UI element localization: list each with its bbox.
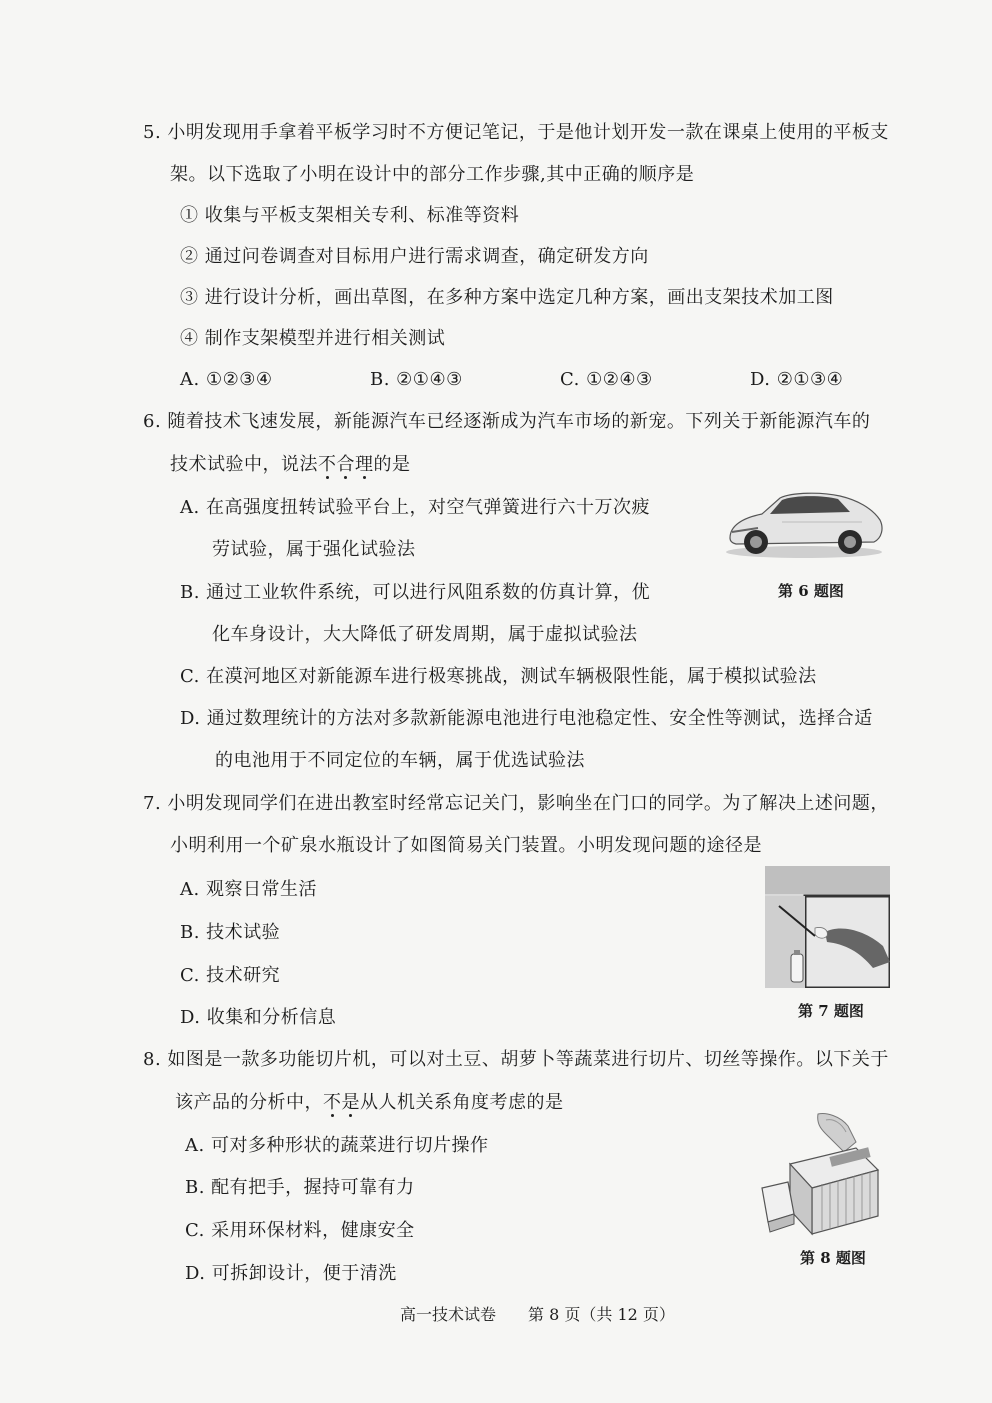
q5-stem-line2: 架。以下选取了小明在设计中的部分工作步骤,其中正确的顺序是	[170, 164, 695, 185]
page-footer: 高一技术试卷 第 8 页（共 12 页）	[400, 1305, 675, 1324]
slicer-figure	[760, 1112, 890, 1237]
q5-step-1: ① 收集与平板支架相关专利、标准等资料	[180, 205, 520, 226]
q5-step-3: ③ 进行设计分析，画出草图，在多种方案中选定几种方案，画出支架技术加工图	[180, 287, 834, 308]
door-closer-figure	[765, 866, 890, 988]
q5-option-d: D. ②①③④	[750, 369, 844, 390]
q7-stem-line2: 小明利用一个矿泉水瓶设计了如图简易关门装置。小明发现问题的途径是	[170, 835, 762, 856]
q7-stem-line1: 7. 小明发现同学们在进出教室时经常忘记关门，影响坐在门口的同学。为了解决上述问题，	[143, 793, 889, 814]
q6-emphasis-char: 合	[336, 454, 355, 475]
q6-option-b-line1: B. 通过工业软件系统，可以进行风阻系数的仿真计算，优	[180, 582, 651, 603]
q8-option-a: A. 可对多种形状的蔬菜进行切片操作	[185, 1135, 489, 1156]
q7-option-b: B. 技术试验	[180, 922, 281, 943]
q8-emphasis-char: 不	[323, 1092, 342, 1113]
q6-stem-text: 的是	[373, 454, 411, 475]
q8-figure-caption: 第 8 题图	[800, 1249, 866, 1267]
q5-option-b: B. ②①④③	[370, 369, 463, 390]
q6-emphasis-char: 不	[318, 454, 337, 475]
q5-option-c: C. ①②④③	[560, 369, 653, 390]
q6-option-a-line2: 劳试验，属于强化试验法	[212, 539, 416, 560]
q6-option-c: C. 在漠河地区对新能源车进行极寒挑战，测试车辆极限性能，属于模拟试验法	[180, 666, 817, 687]
q8-option-c: C. 采用环保材料，健康安全	[185, 1220, 415, 1241]
q5-step-2: ② 通过问卷调查对目标用户进行需求调查，确定研发方向	[180, 246, 649, 267]
q6-stem-line2	[170, 452, 411, 478]
q7-option-d: D. 收集和分析信息	[180, 1007, 337, 1028]
q5-step-4: ④ 制作支架模型并进行相关测试	[180, 328, 446, 349]
q8-emphasis-char: 是	[341, 1092, 360, 1113]
q7-option-c: C. 技术研究	[180, 965, 281, 986]
q8-stem-line2	[175, 1090, 564, 1116]
q6-option-d-line2: 的电池用于不同定位的车辆，属于优选试验法	[215, 750, 585, 771]
q6-option-b-line2: 化车身设计，大大降低了研发周期，属于虚拟试验法	[212, 624, 638, 645]
q6-stem-line1: 6. 随着技术飞速发展，新能源汽车已经逐渐成为汽车市场的新宠。下列关于新能源汽车的	[143, 411, 871, 432]
q8-stem-text: 该产品的分析中，	[175, 1092, 323, 1113]
q7-option-a: A. 观察日常生活	[180, 879, 317, 900]
q5-stem-line1: 5. 小明发现用手拿着平板学习时不方便记笔记，于是他计划开发一款在课桌上使用的平板支	[143, 122, 889, 143]
q7-figure-caption: 第 7 题图	[798, 1002, 864, 1020]
q6-figure-caption: 第 6 题图	[778, 582, 844, 600]
q6-option-a-line1: A. 在高强度扭转试验平台上，对空气弹簧进行六十万次疲	[180, 497, 650, 518]
car-figure	[722, 482, 887, 562]
q8-stem-line1: 8. 如图是一款多功能切片机，可以对土豆、胡萝卜等蔬菜进行切片、切丝等操作。以下关于	[143, 1049, 889, 1070]
q6-stem-text: 技术试验中，说法	[170, 454, 318, 475]
q8-stem-text: 从人机关系角度考虑的是	[360, 1092, 564, 1113]
q6-emphasis-char: 理	[355, 454, 374, 475]
q8-option-d: D. 可拆卸设计，便于清洗	[185, 1263, 397, 1284]
q8-option-b: B. 配有把手，握持可靠有力	[185, 1177, 415, 1198]
q6-option-d-line1: D. 通过数理统计的方法对多款新能源电池进行电池稳定性、安全性等测试，选择合适	[180, 708, 873, 729]
q5-option-a: A. ①②③④	[180, 369, 273, 390]
